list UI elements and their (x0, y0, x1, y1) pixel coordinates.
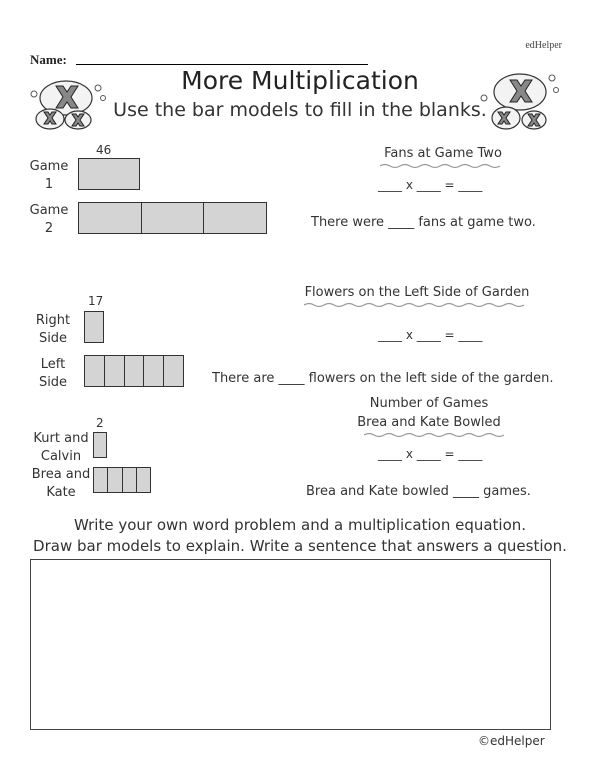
bar-bottom (78, 202, 267, 234)
bar-segment (164, 356, 183, 386)
equation-blanks[interactable]: ____ x ____ = ____ (378, 328, 483, 342)
bar-label-bottom: Left Side (38, 357, 68, 390)
problem-heading: Fans at Game Two (384, 146, 502, 161)
problem-heading-line2: Brea and Kate Bowled (357, 415, 501, 430)
bar-label-bottom: Game 2 (29, 203, 69, 236)
bar-segment (123, 468, 137, 492)
wavy-underline (364, 432, 508, 438)
wavy-underline (380, 163, 504, 169)
answer-sentence[interactable]: Brea and Kate bowled ____ games. (306, 484, 531, 499)
bar-value-label: 17 (88, 294, 104, 308)
bar-top (93, 432, 107, 458)
equation-blanks[interactable]: ____ x ____ = ____ (378, 178, 483, 192)
name-label: Name: (30, 52, 67, 67)
bar-value-label: 2 (96, 416, 104, 430)
bar-bottom (84, 355, 184, 387)
equation-blanks[interactable]: ____ x ____ = ____ (378, 447, 483, 461)
problem-heading: Number of Games (369, 396, 489, 411)
bar-segment (105, 356, 125, 386)
instruction-line-1: Write your own word problem and a multiplication equation. (73, 516, 527, 534)
brand-mark: edHelper (525, 40, 562, 51)
bar-segment (125, 356, 145, 386)
copyright: ©edHelper (478, 734, 545, 748)
bar-segment (94, 468, 108, 492)
bar-bottom (93, 467, 151, 493)
wavy-underline (304, 302, 530, 308)
bar-label-top: Kurt and Calvin (33, 431, 89, 464)
bar-segment (142, 203, 205, 233)
answer-sentence[interactable]: There were ____ fans at game two. (311, 215, 536, 230)
bar-label-top: Game 1 (29, 159, 69, 192)
bar-segment (85, 356, 105, 386)
bar-value-label: 46 (96, 143, 112, 157)
bar-top (84, 311, 104, 343)
bar-top (78, 158, 140, 190)
bar-segment (137, 468, 150, 492)
instruction-line-2: Draw bar models to explain. Write a sentence that answers a question. (33, 537, 567, 555)
bar-segment (108, 468, 122, 492)
name-line[interactable] (76, 64, 368, 65)
answer-sentence[interactable]: There are ____ flowers on the left side of the garden. (212, 371, 554, 386)
bar-segment (204, 203, 266, 233)
page-subtitle: Use the bar models to fill in the blanks. (113, 99, 487, 121)
bar-label-top: Right Side (35, 313, 71, 346)
bar-segment (79, 203, 142, 233)
write-your-own-box[interactable] (30, 559, 551, 730)
problem-heading: Flowers on the Left Side of Garden (304, 285, 530, 300)
bar-segment (144, 356, 164, 386)
bar-label-bottom: Brea and Kate (31, 467, 91, 500)
page-title: More Multiplication (181, 66, 419, 95)
